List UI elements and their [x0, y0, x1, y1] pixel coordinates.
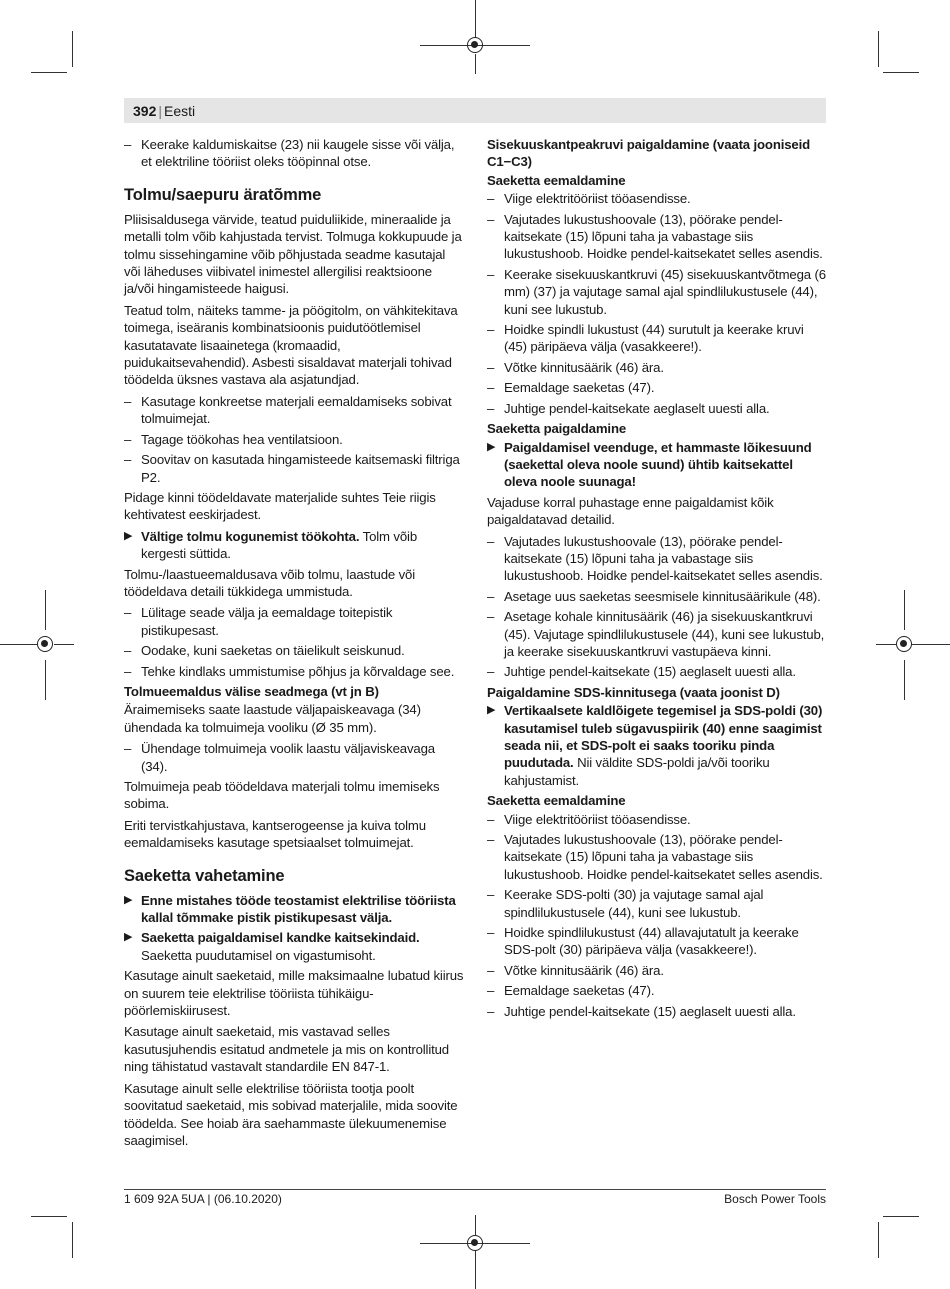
section-heading: Saeketta vahetamine [124, 866, 285, 885]
warning-bold-text: Saeketta paigaldamisel kandke kaitsekindaid. [141, 930, 420, 946]
crop-mark-tl-h [31, 72, 67, 73]
crop-mark-bl [72, 1222, 73, 1258]
page-language: Eesti [164, 103, 196, 119]
left-column [124, 136, 464, 1153]
warning-bold-text: Vertikaalsete kaldlõigete tegemisel ja SDS-poldi (30) kasutamisel tuleb sügavuspiirik (40) enne saagimist seada nii, et SDS-polt ei saaks tooriku pinda puudutada. [504, 703, 823, 771]
triangle-bullet-icon: ▶ [487, 704, 496, 717]
subsection-heading: Saeketta paigaldamine [487, 421, 627, 437]
crop-mark-left [0, 644, 38, 645]
warning-bold-text: Enne mistahes tööde teostamist elektrilise tööriista kallal tõmmake pistik pistikupesast välja. [141, 892, 456, 926]
crop-mark-tr-h [883, 72, 919, 73]
warning-item [124, 528, 464, 563]
paragraph: Kasutage ainult saeketaid, mille maksimaalne lubatud kiirus on suurem teie elektrilise tööriista tühikäigu-pöörlemiskiirusest. [124, 968, 464, 1019]
paragraph: Pidage kinni töödeldavate materjalide suhtes Teie riigis kehtivatest eeskirjadest. [124, 489, 436, 523]
warning-text: Nii väldite SDS-poldi ja/või tooriku kahjustamist. [504, 755, 770, 788]
warning-text: Saeketta puudutamisel on vigastumisoht. [141, 947, 376, 963]
dash-list-item: – Eemaldage saeketas (47). [487, 379, 827, 396]
warning-text: Tolm võib kergesti süttida. [141, 528, 417, 562]
page-header-band [124, 98, 826, 123]
right-column [487, 136, 827, 1023]
warning-item [487, 439, 827, 491]
subsection-heading: Saeketta eemaldamine [487, 172, 626, 188]
dash-list-item: – Keerake kaldumiskaitse (23) nii kaugele sisse või välja, et elektriline tööriist oleks tööpinnal otse. [124, 136, 464, 171]
dash-list-item: – Soovitav on kasutada hingamisteede kaitsemaski filtriga P2. [124, 451, 464, 486]
dash-list-item: – Ühendage tolmuimeja voolik laastu väljaviskeavaga (34). [124, 740, 464, 775]
dash-list-item: – Juhtige pendel-kaitsekate (15) aeglaselt uuesti alla. [487, 663, 827, 680]
dash-list-item: – Tagage töökohas hea ventilatsioon. [124, 431, 464, 448]
dash-list-item: – Hoidke spindlilukustust (44) allavajutatult ja keerake SDS-polt (30) päripäeva välja (vasakkeere!). [487, 924, 827, 959]
paragraph: Pliisisaldusega värvide, teatud puiduliikide, mineraalide ja metalli tolm võib kahjustada tervist. Tolmuga kokkupuude ja tolmu sissehingamine võib põhjustada seadme kasutajal või läheduses viibivatel inimestel allergilisi reaktsioone ja/või hingamisteede haigusi. [124, 211, 462, 297]
dash-list-item: – Juhtige pendel-kaitsekate aeglaselt uuesti alla. [487, 400, 827, 417]
crop-mark-tl [72, 31, 73, 67]
dash-list-item: – Hoidke spindli lukustust (44) surutult ja keerake kruvi (45) päripäeva välja (vasakkeere!). [487, 321, 827, 356]
registration-mark-bottom-icon [467, 1235, 483, 1251]
registration-mark-left-icon [37, 636, 53, 652]
dash-list-item: – Kasutage konkreetse materjali eemaldamiseks sobivat tolmuimejat. [124, 393, 464, 428]
crop-mark-tr [878, 31, 879, 67]
page-number: 392 [133, 103, 157, 119]
crop-mark-left-2 [54, 644, 74, 645]
dash-list-item: – Oodake, kuni saeketas on täielikult seiskunud. [124, 642, 464, 659]
crop-mark-left-v2 [45, 660, 46, 700]
dash-list-item: – Asetage uus saeketas seesmisele kinnitusäärikule (48). [487, 588, 827, 605]
footer-rule [124, 1189, 826, 1190]
triangle-bullet-icon: ▶ [487, 440, 496, 453]
crop-mark-right [876, 644, 896, 645]
triangle-bullet-icon: ▶ [124, 529, 133, 542]
paragraph: Eriti tervistkahjustava, kantserogeense ja kuiva tolmu eemaldamiseks kasutage spetsiaalset tolmuimejat. [124, 817, 426, 851]
dash-list-item: – Keerake SDS-polti (30) ja vajutage samal ajal spindlilukustusele (44), kuni see lukustub. [487, 886, 827, 921]
registration-mark-top-icon [467, 37, 483, 53]
footer-doc-code: 1 609 92A 5UA | (06.10.2020) [124, 1192, 282, 1206]
dash-list-item: – Viige elektritööriist tööasendisse. [487, 190, 827, 207]
dash-list-item: – Vajutades lukustushoovale (13), pöörake pendel-kaitsekate (15) lõpuni taha ja vabastage siis lukustushoob. Hoidke pendel-kaitsekatet selles asendis. [487, 211, 827, 263]
dash-list-item: – Tehke kindlaks ummistumise põhjus ja kõrvaldage see. [124, 663, 464, 680]
crop-mark-right-v [904, 590, 905, 630]
dash-list-item: – Asetage kohale kinnitusäärik (46) ja sisekuuskantkruvi (45). Vajutage spindlilukustusele (44), kuni see lukustub, ja keerake sisekuuskantkruvi vastupäeva kinni. [487, 608, 827, 660]
crop-mark-br [878, 1222, 879, 1258]
warning-bold-text: Vältige tolmu kogunemist töökohta. [141, 528, 360, 544]
paragraph: Kasutage ainult saeketaid, mis vastavad selles kasutusjuhendis esitatud andmetele ja mis on kontrollitud ning tähistatud vastavalt standardile EN 847-1. [124, 1024, 449, 1075]
subsection-heading: Sisekuuskantpeakruvi paigaldamine (vaata jooniseid C1−C3) [487, 137, 811, 170]
warning-bold-text: Paigaldamisel veenduge, et hammaste lõikesuund (saekettal oleva noole suund) ühtib kaitsekattel oleva noole suunaga! [504, 439, 812, 490]
header-separator: | [158, 103, 162, 119]
dash-list-item: – Juhtige pendel-kaitsekate (15) aeglaselt uuesti alla. [487, 1003, 827, 1020]
subsection-heading: Saeketta eemaldamine [487, 793, 626, 809]
dash-list-item: – Vajutades lukustushoovale (13), pöörake pendel-kaitsekate (15) lõpuni taha ja vabastage siis lukustushoob. Hoidke pendel-kaitsekatet selles asendis. [487, 533, 827, 585]
subsection-heading: Tolmueemaldus välise seadmega (vt jn B) [124, 683, 379, 699]
paragraph: Teatud tolm, näiteks tamme- ja pöögitolm, on vähkitekitava toimega, iseäranis kombinatsioonis puidutöötlemisel kasutatavate lisaainetega (kromaadid, puidukaitsevahendid). Asbesti sisaldavat materjali tohivad töödelda üksnes vastava ala asjatundjad. [124, 302, 458, 388]
dash-list-item: – Vajutades lukustushoovale (13), pöörake pendel-kaitsekate (15) lõpuni taha ja vabastage siis lukustushoob. Hoidke pendel-kaitsekatet selles asendis. [487, 831, 827, 883]
warning-item [487, 702, 827, 789]
crop-mark-br-h [883, 1216, 919, 1217]
paragraph: Kasutage ainult selle elektrilise tööriista tootja poolt soovitatud saeketaid, mis sobivad materjalile, mida soovite töödelda. See hoiab ära saehammaste ülekuumenemise saagimisel. [124, 1080, 458, 1148]
paragraph: Äraimemiseks saate laastude väljapaiskeavaga (34) ühendada ka tolmuimeja vooliku (Ø 35 mm). [124, 702, 421, 735]
dash-list-item: – Eemaldage saeketas (47). [487, 982, 827, 999]
crop-mark-left-v [45, 590, 46, 630]
dash-list-item: – Keerake sisekuuskantkruvi (45) sisekuuskantvõtmega (6 mm) (37) ja vajutage samal ajal spindlilukustusele (44), kuni see lukustub. [487, 266, 827, 318]
registration-mark-right-icon [896, 636, 912, 652]
crop-mark-top [475, 0, 476, 38]
triangle-bullet-icon: ▶ [124, 893, 133, 906]
paragraph: Vajaduse korral puhastage enne paigaldamist kõik paigaldatavad detailid. [487, 494, 774, 528]
paragraph: Tolmuimeja peab töödeldava materjali tolmu imemiseks sobima. [124, 779, 440, 812]
triangle-bullet-icon: ▶ [124, 931, 133, 944]
crop-mark-bottom [475, 1251, 476, 1289]
crop-mark-bottom-upper [475, 1215, 476, 1235]
footer-brand: Bosch Power Tools [724, 1192, 826, 1206]
crop-mark-right-2 [912, 644, 950, 645]
dash-list-item: – Lülitage seade välja ja eemaldage toitepistik pistikupesast. [124, 604, 464, 639]
warning-item [124, 929, 464, 964]
paragraph: Tolmu-/laastueemaldusava võib tolmu, laastude või töödeldava detaili tükkidega ummistuda. [124, 566, 415, 599]
warning-item [124, 892, 464, 927]
crop-mark-right-v2 [904, 660, 905, 700]
dash-list-item: – Võtke kinnitusäärik (46) ära. [487, 359, 827, 376]
crop-mark-top-lower [475, 54, 476, 74]
section-heading: Tolmu/saepuru äratõmme [124, 185, 322, 204]
subsection-heading: Paigaldamine SDS-kinnitusega (vaata joonist D) [487, 684, 780, 700]
dash-list-item: – Viige elektritööriist tööasendisse. [487, 811, 827, 828]
crop-mark-bl-h [31, 1216, 67, 1217]
page-header [133, 102, 195, 120]
dash-list-item: – Võtke kinnitusäärik (46) ära. [487, 962, 827, 979]
